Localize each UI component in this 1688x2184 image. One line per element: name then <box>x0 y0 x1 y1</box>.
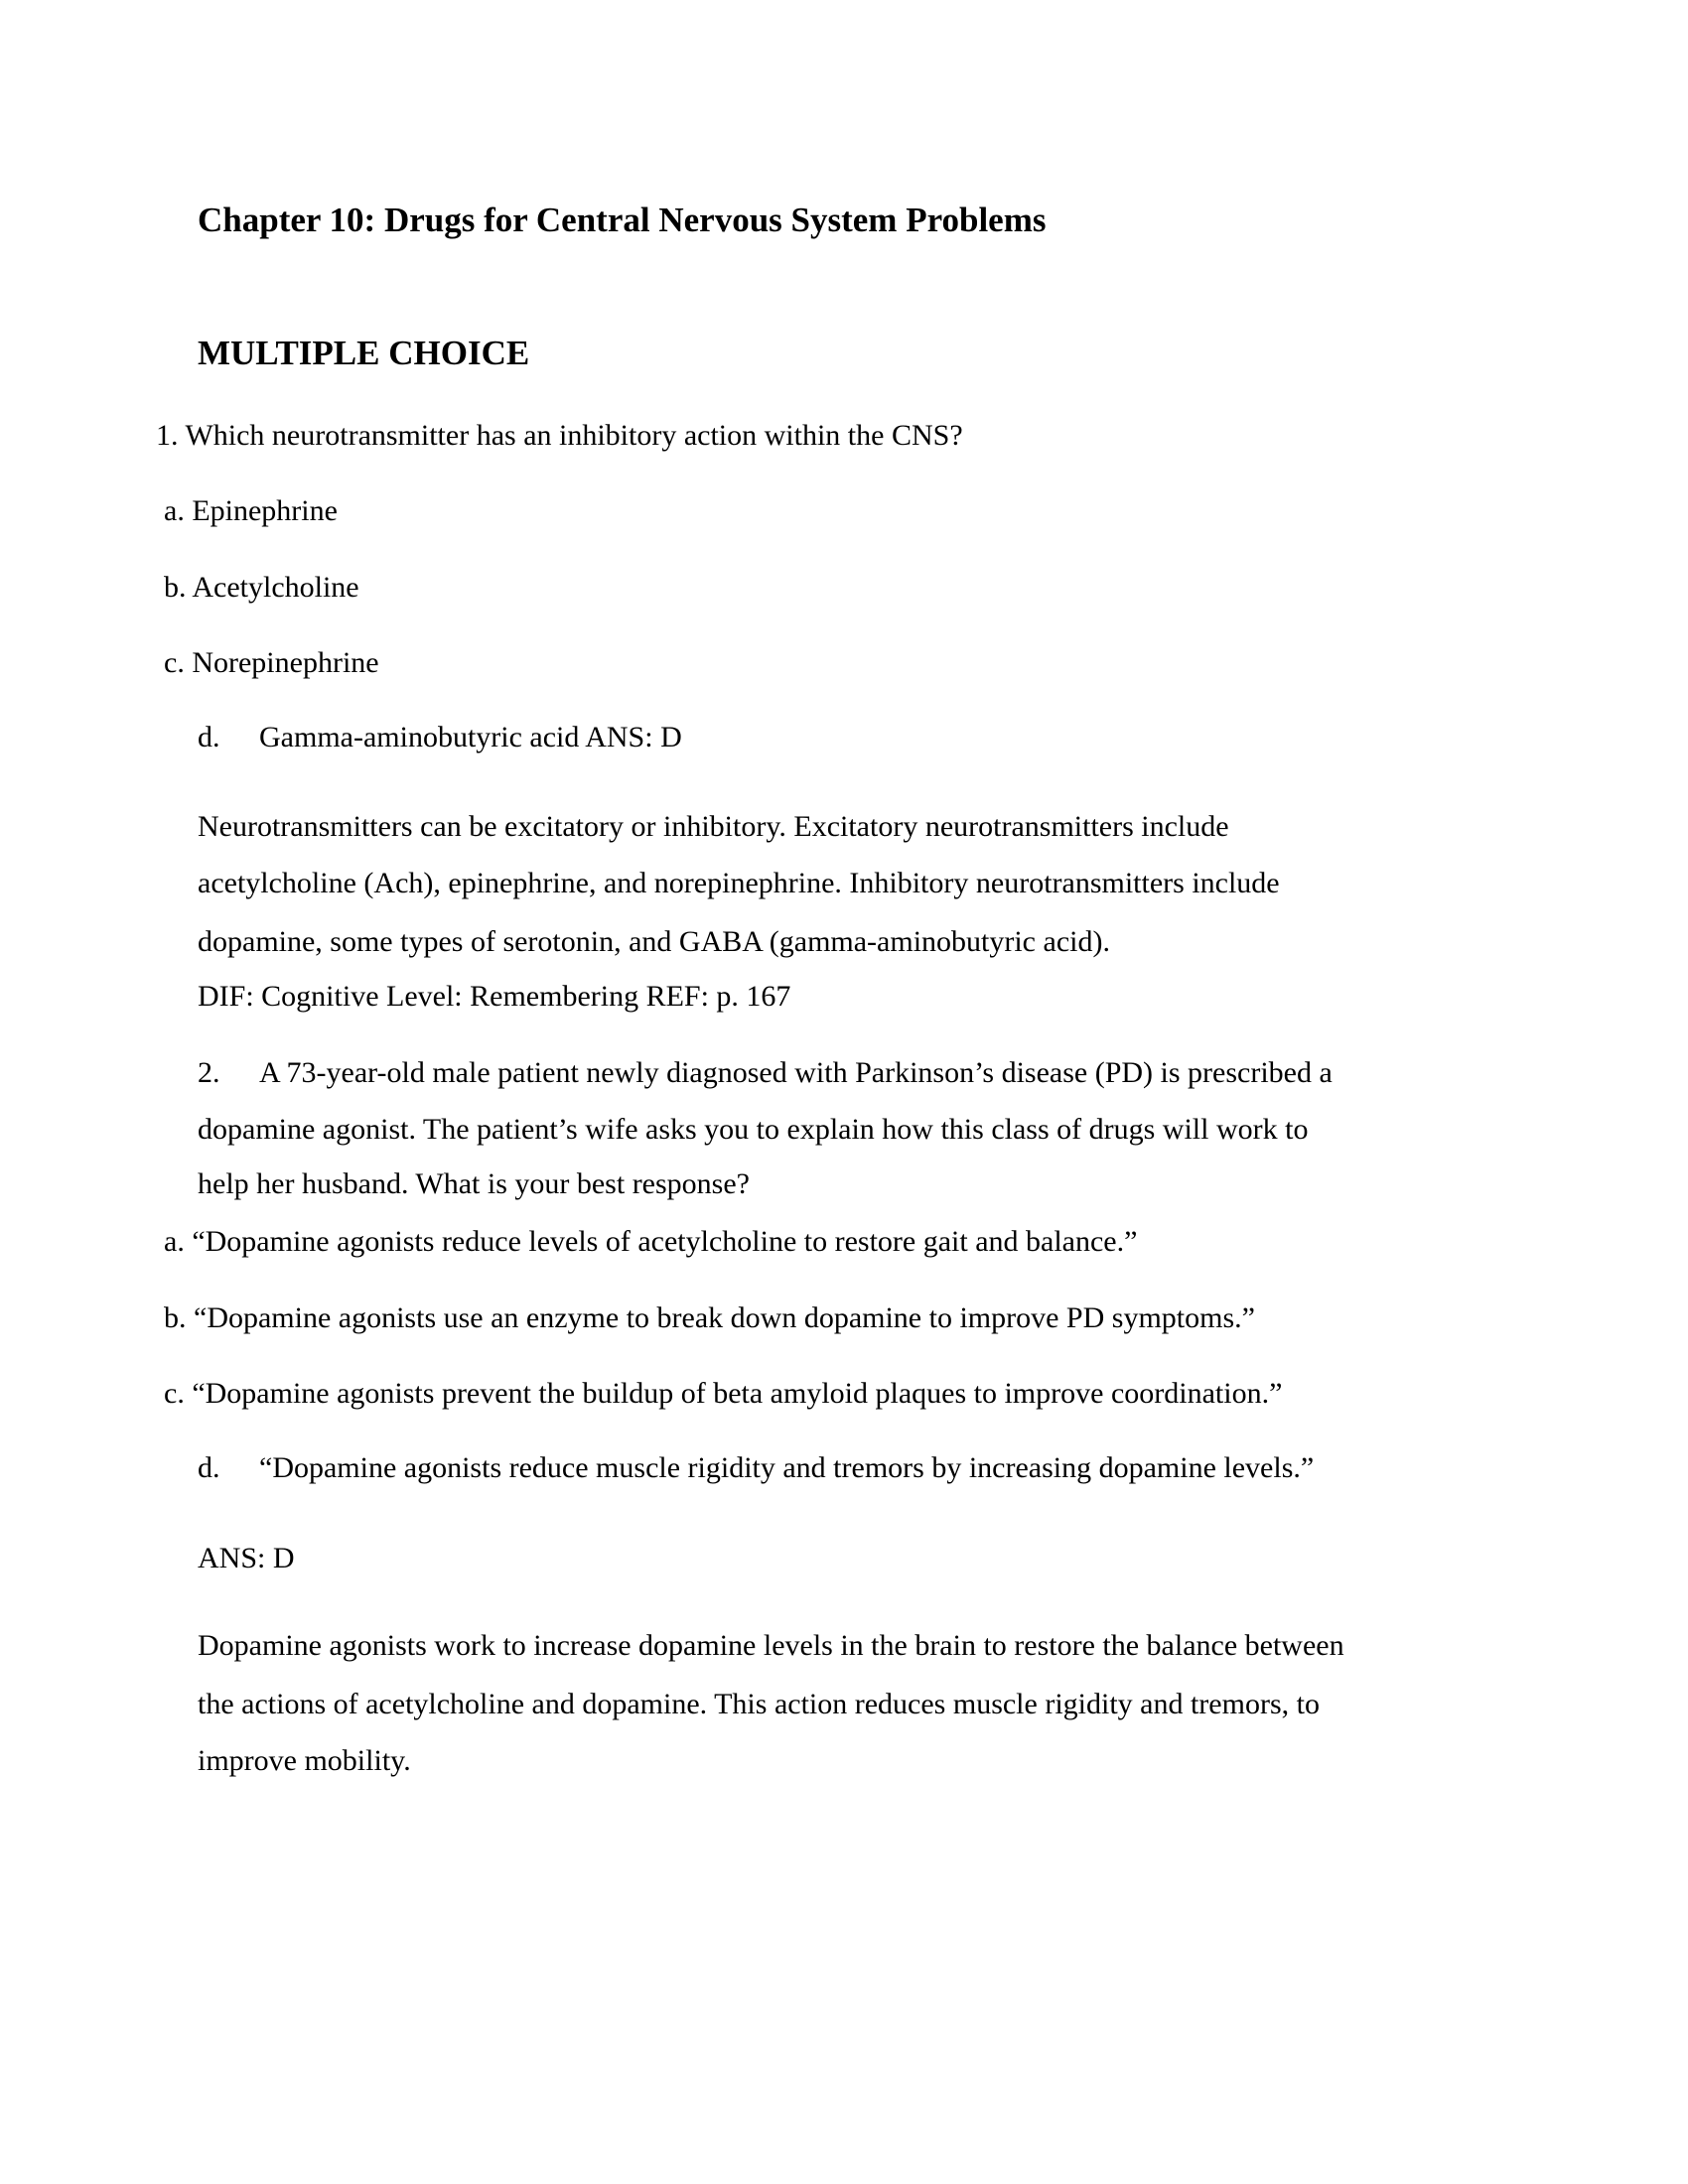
question-stem <box>156 418 963 454</box>
rationale-line: dopamine, some types of serotonin, and GABA (gamma-aminobutyric acid). <box>198 925 1110 958</box>
option-label: a. <box>164 1225 185 1258</box>
option-label: a. <box>164 494 185 527</box>
rationale-line: Neurotransmitters can be excitatory or inhibitory. Excitatory neurotransmitters include <box>198 810 1229 843</box>
option-text: “Dopamine agonists reduce levels of acetylcholine to restore gait and balance.” <box>192 1225 1138 1258</box>
rationale-line: improve mobility. <box>198 1744 411 1777</box>
question-text: A 73-year-old male patient newly diagnosed with Parkinson’s disease (PD) is prescribed a <box>259 1056 1333 1089</box>
option-text: Gamma-aminobutyric acid ANS: D <box>259 721 682 753</box>
option-c <box>164 645 379 681</box>
question-number: 1. <box>156 419 179 452</box>
rationale-line: the actions of acetylcholine and dopamine. This action reduces muscle rigidity and tremors, to <box>198 1688 1320 1720</box>
question-text: Which neurotransmitter has an inhibitory action within the CNS? <box>185 419 963 452</box>
rationale-line: Dopamine agonists work to increase dopamine levels in the brain to restore the balance between <box>198 1629 1344 1662</box>
option-text: “Dopamine agonists prevent the buildup of beta amyloid plaques to improve coordination.” <box>192 1377 1283 1410</box>
option-a <box>164 493 338 529</box>
option-b <box>164 570 359 606</box>
option-text: “Dopamine agonists reduce muscle rigidity and tremors by increasing dopamine levels.” <box>259 1451 1315 1484</box>
option-c <box>164 1376 1282 1412</box>
option-label: c. <box>164 1377 185 1410</box>
question-text: dopamine agonist. The patient’s wife asks you to explain how this class of drugs will work to <box>198 1113 1309 1146</box>
question-metadata: DIF: Cognitive Level: Remembering REF: p. 167 <box>198 980 791 1013</box>
option-a <box>164 1224 1137 1260</box>
chapter-title: Chapter 10: Drugs for Central Nervous System Problems <box>198 201 1047 239</box>
rationale-line: acetylcholine (Ach), epinephrine, and norepinephrine. Inhibitory neurotransmitters include <box>198 867 1280 899</box>
option-label: c. <box>164 646 185 679</box>
option-text: “Dopamine agonists use an enzyme to break down dopamine to improve PD symptoms.” <box>194 1301 1255 1334</box>
option-label: b. <box>164 1301 187 1334</box>
option-b <box>164 1300 1255 1336</box>
section-heading: MULTIPLE CHOICE <box>198 334 530 372</box>
option-label: b. <box>164 571 187 604</box>
answer: ANS: D <box>198 1542 295 1574</box>
option-label: d. <box>198 721 220 753</box>
option-text: Epinephrine <box>192 494 338 527</box>
question-number: 2. <box>198 1056 220 1089</box>
option-text: Acetylcholine <box>192 571 359 604</box>
option-text: Norepinephrine <box>192 646 379 679</box>
option-label: d. <box>198 1451 220 1484</box>
question-text: help her husband. What is your best response? <box>198 1167 750 1200</box>
